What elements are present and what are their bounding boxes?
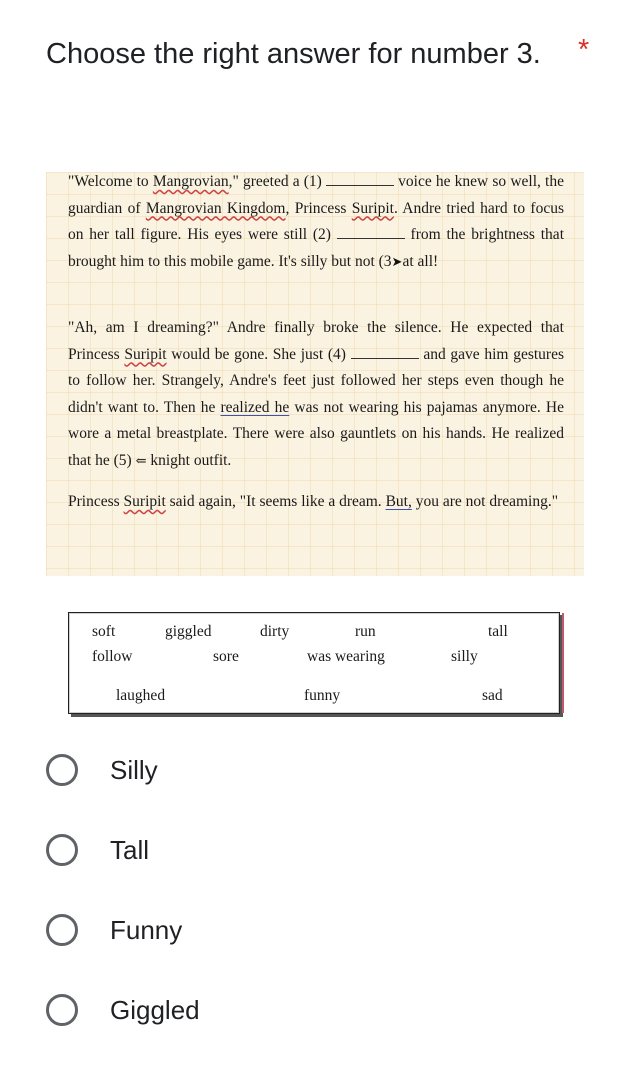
word-bank-item: follow bbox=[92, 648, 133, 665]
text-run: ," greeted a (1) bbox=[228, 173, 326, 190]
blank-1 bbox=[326, 172, 394, 186]
word-bank-item: tall bbox=[488, 623, 508, 640]
text-run: was not wearing his pajamas anymore. He wore a metal breastplate. There were also gauntlets on his hands. He realized that he (5) bbox=[68, 398, 564, 469]
option-tall[interactable] bbox=[46, 828, 446, 872]
text-run: . Andre tried hard to focus on her tall figure. His eyes were still (2) bbox=[68, 199, 564, 243]
grammar-flag: realized he bbox=[220, 398, 290, 416]
text-run: would be gone. She just (4) bbox=[166, 345, 351, 363]
arrow-icon: ⇐ bbox=[135, 452, 147, 468]
blank-2 bbox=[337, 224, 405, 239]
text-run: , Princess bbox=[285, 199, 352, 217]
option-label: Silly bbox=[110, 754, 158, 785]
option-label: Funny bbox=[110, 914, 183, 945]
option-label: Tall bbox=[110, 834, 150, 865]
worksheet-paragraph-3 bbox=[68, 489, 564, 516]
word-bank-item: giggled bbox=[165, 623, 212, 640]
text-run: Princess bbox=[68, 493, 124, 510]
misspelled-word: Suripit bbox=[124, 345, 167, 363]
option-silly[interactable] bbox=[46, 748, 446, 792]
word-bank-item: soft bbox=[92, 623, 116, 640]
radio-button[interactable] bbox=[46, 914, 78, 946]
blank-4 bbox=[351, 344, 419, 359]
option-label: Giggled bbox=[110, 994, 200, 1025]
text-run: "Ah, am I dreaming?" Andre finally broke the silence. He expected that Princess bbox=[68, 319, 564, 363]
misspelled-word: Suripit bbox=[123, 493, 166, 510]
text-run: "Welcome to bbox=[68, 173, 153, 190]
misspelled-word: Suripit bbox=[351, 199, 394, 217]
word-bank-item: silly bbox=[451, 648, 478, 665]
word-bank-item: laughed bbox=[116, 687, 166, 704]
word-bank-box bbox=[68, 612, 560, 714]
radio-button[interactable] bbox=[46, 994, 78, 1026]
misspelled-word: Mangrovian Kingdom bbox=[145, 199, 286, 217]
word-bank-item: sad bbox=[482, 687, 503, 704]
cursor-arrow-icon: ➤ bbox=[391, 253, 403, 269]
word-bank-item: funny bbox=[304, 687, 341, 704]
text-run: said again, "It seems like a dream. bbox=[165, 493, 386, 510]
misspelled-word: Mangrovian bbox=[152, 173, 229, 190]
required-asterisk: * bbox=[578, 34, 590, 66]
word-bank-item: sore bbox=[213, 648, 239, 665]
radio-button[interactable] bbox=[46, 834, 78, 866]
text-run: knight outfit. bbox=[146, 451, 232, 469]
option-giggled[interactable] bbox=[46, 988, 446, 1032]
text-run: you are not dreaming." bbox=[411, 493, 559, 510]
text-run: voice he knew so well, the guardian of bbox=[68, 173, 564, 217]
worksheet-image bbox=[46, 172, 584, 576]
word-bank-item: run bbox=[355, 623, 376, 640]
question-title: Choose the right answer for number 3. bbox=[46, 38, 541, 70]
worksheet-paragraph-1 bbox=[68, 172, 564, 275]
option-funny[interactable] bbox=[46, 908, 446, 952]
text-run: and gave him gestures to follow her. Strangely, Andre's feet just followed her steps even though he didn't want to. Then he bbox=[68, 345, 564, 416]
radio-button[interactable] bbox=[46, 754, 78, 786]
text-run: from the brightness that brought him to this mobile game. It's silly but not (3 bbox=[68, 226, 564, 270]
text-run: at all! bbox=[402, 252, 439, 270]
grammar-flag: But, bbox=[385, 493, 412, 510]
word-bank-item: was wearing bbox=[307, 648, 385, 665]
worksheet-paragraph-2 bbox=[68, 315, 564, 474]
word-bank-item: dirty bbox=[260, 623, 290, 640]
